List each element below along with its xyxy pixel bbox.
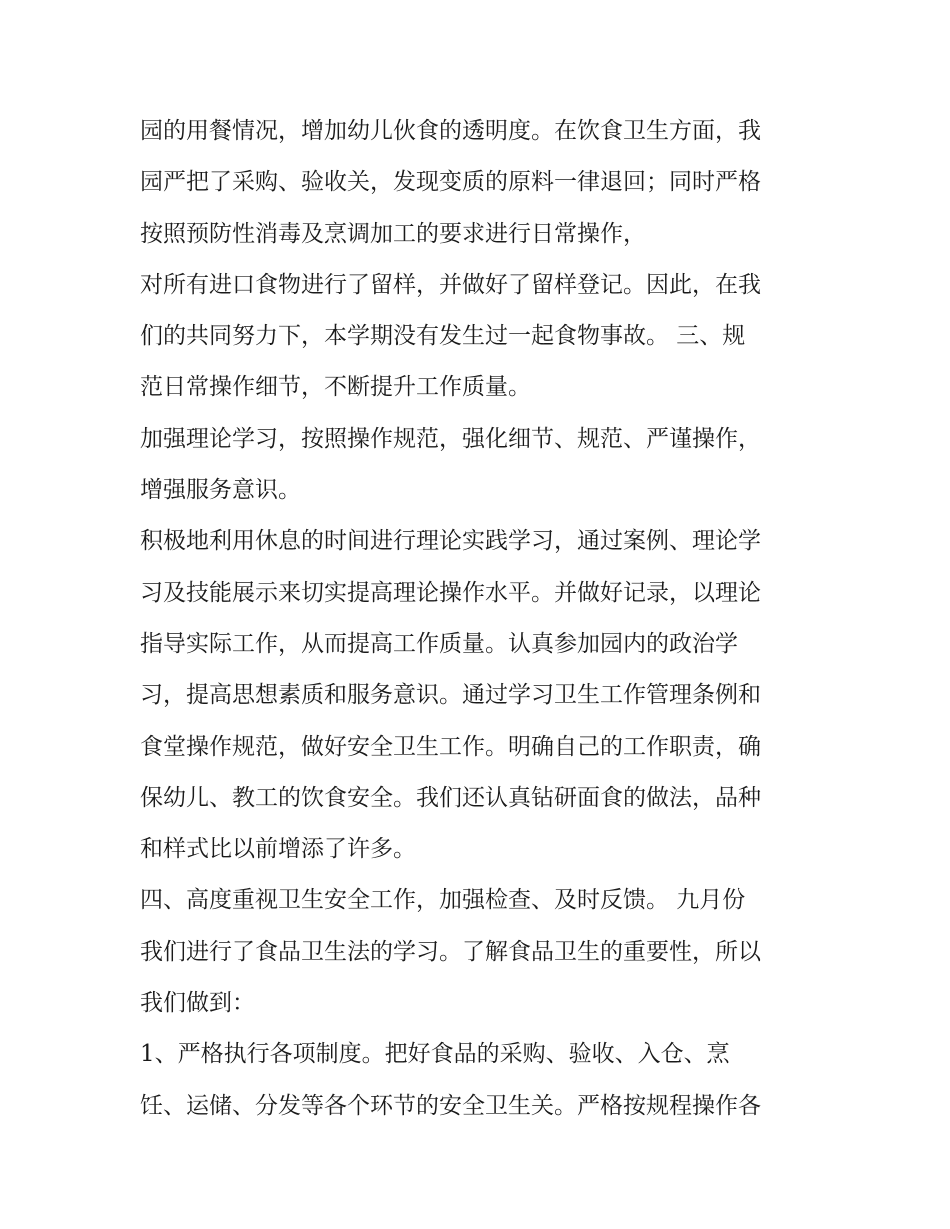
- text-line: 习，提高思想素质和服务意识。通过学习卫生工作管理条例和: [140, 682, 761, 709]
- text-line: 积极地利用休息的时间进行理论实践学习，通过案例、理论学: [140, 528, 761, 555]
- text-line: 增强服务意识。: [140, 477, 301, 504]
- text-line: 对所有进口食物进行了留样，并做好了留样登记。因此，在我: [140, 271, 761, 298]
- text-line: 我们做到：: [140, 990, 255, 1017]
- text-line: 园的用餐情况，增加幼儿伙食的透明度。在饮食卫生方面，我: [140, 118, 761, 144]
- text-line: 指导实际工作，从而提高工作质量。认真参加园内的政治学: [140, 630, 738, 657]
- text-line: 范日常操作细节，不断提升工作质量。: [140, 374, 531, 401]
- text-line: 和样式比以前增添了许多。: [140, 836, 416, 863]
- text-line: 习及技能展示来切实提高理论操作水平。并做好记录，以理论: [140, 579, 761, 606]
- text-line: 1、严格执行各项制度。把好食品的采购、验收、入仓、烹: [140, 1041, 730, 1068]
- text-line: 加强理论学习，按照操作规范，强化细节、规范、严谨操作，: [140, 425, 761, 452]
- text-line: 饪、运储、分发等各个环节的安全卫生关。严格按规程操作各: [140, 1092, 761, 1119]
- text-line: 四、高度重视卫生安全工作，加强检查、及时反馈。 九月份: [140, 887, 746, 914]
- body-text: [140, 106, 820, 1132]
- text-line: 保幼儿、教工的饮食安全。我们还认真钻研面食的做法，品种: [140, 784, 761, 811]
- text-line: 按照预防性消毒及烹调加工的要求进行日常操作，: [140, 220, 646, 247]
- text-line: 食堂操作规范，做好安全卫生工作。明确自己的工作职责，确: [140, 733, 761, 760]
- text-line: 园严把了采购、验收关，发现变质的原料一律退回；同时严格: [140, 169, 761, 196]
- text-line: 我们进行了食品卫生法的学习。了解食品卫生的重要性，所以: [140, 938, 761, 965]
- text-line: 们的共同努力下，本学期没有发生过一起食物事故。 三、规: [140, 323, 746, 350]
